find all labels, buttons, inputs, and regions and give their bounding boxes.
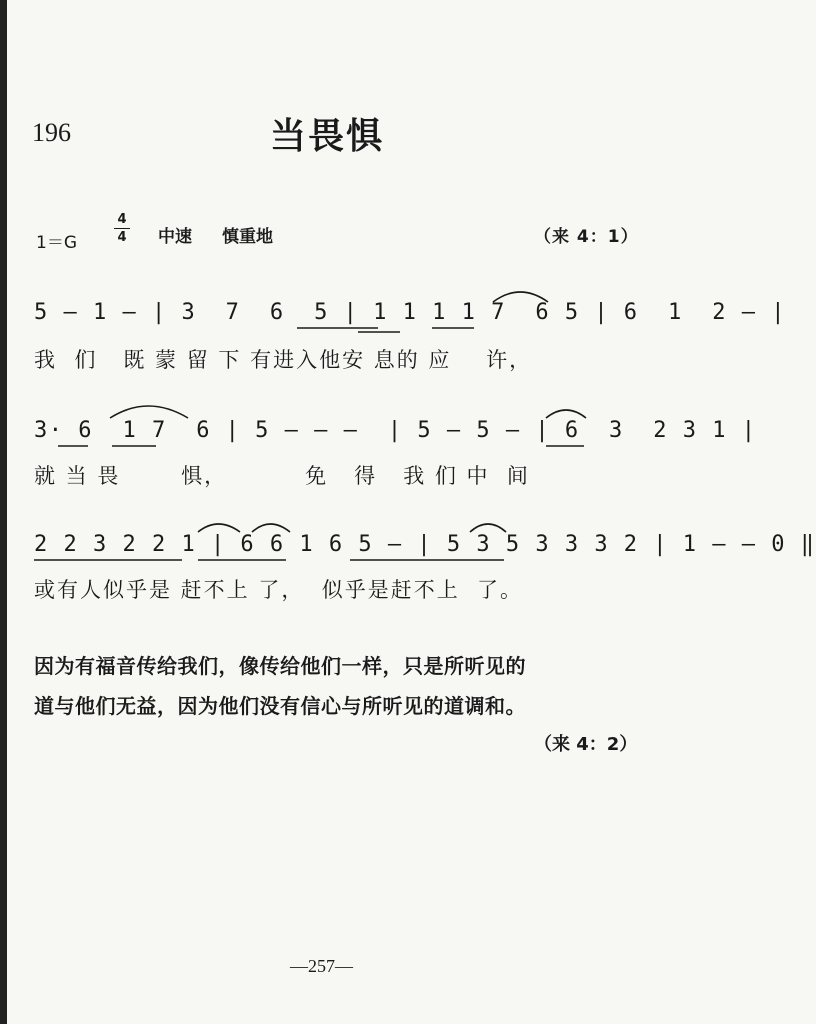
tempo-marking: 中速 — [158, 227, 192, 247]
page-edge — [0, 0, 7, 1024]
time-signature-bottom: 4 — [117, 230, 127, 245]
score-line-2-lyrics: 就 当 畏 惧， 免 得 我 们 中 间 — [34, 464, 530, 488]
verse-line-1: 因为有福音传给我们，像传给他们一样，只是所听见的 — [34, 654, 526, 678]
slur-line-3b — [252, 524, 290, 532]
scripture-reference-bottom: （来 4：2） — [534, 734, 638, 755]
hymn-number: 196 — [32, 118, 71, 147]
hymn-title: 当畏惧 — [270, 116, 385, 157]
score-line-1-lyrics: 我 们 既 蒙 留 下 有进入他安 息的 应 许， — [34, 348, 533, 372]
slur-line-2b — [546, 410, 586, 418]
score-line-3-lyrics: 或有人似乎是 赶不上 了， 似乎是赶不上 了。 — [34, 578, 524, 602]
scripture-reference-top: （来 4：1） — [534, 227, 639, 247]
slur-line-2a — [110, 406, 188, 418]
slur-line-3c — [470, 524, 506, 532]
score-line-3-notes: 2 2 3 2 2 1 | 6 6 1 6 5 – | 5 3 5 3 3 3 2 | 1 – – 0 ‖ — [34, 532, 816, 557]
time-signature-bar — [114, 228, 130, 229]
score-line-1-notes: 5 – 1 – | 3 7 6 5 | 1 1 1 1 7 6 5 | 6 1 2 – | — [34, 300, 787, 325]
time-signature-top: 4 — [117, 212, 127, 227]
time-signature — [114, 212, 130, 245]
score-line-2-notes: 3· 6 1 7 6 | 5 – – – | 5 – 5 – | 6 3 2 3 1 | — [34, 418, 757, 443]
slur-line-3a — [198, 524, 240, 532]
page-number: —257— — [290, 956, 353, 976]
expression-marking: 慎重地 — [222, 227, 273, 247]
key-signature: 1＝G — [36, 233, 77, 253]
verse-line-2: 道与他们无益，因为他们没有信心与所听见的道调和。 — [34, 694, 526, 718]
